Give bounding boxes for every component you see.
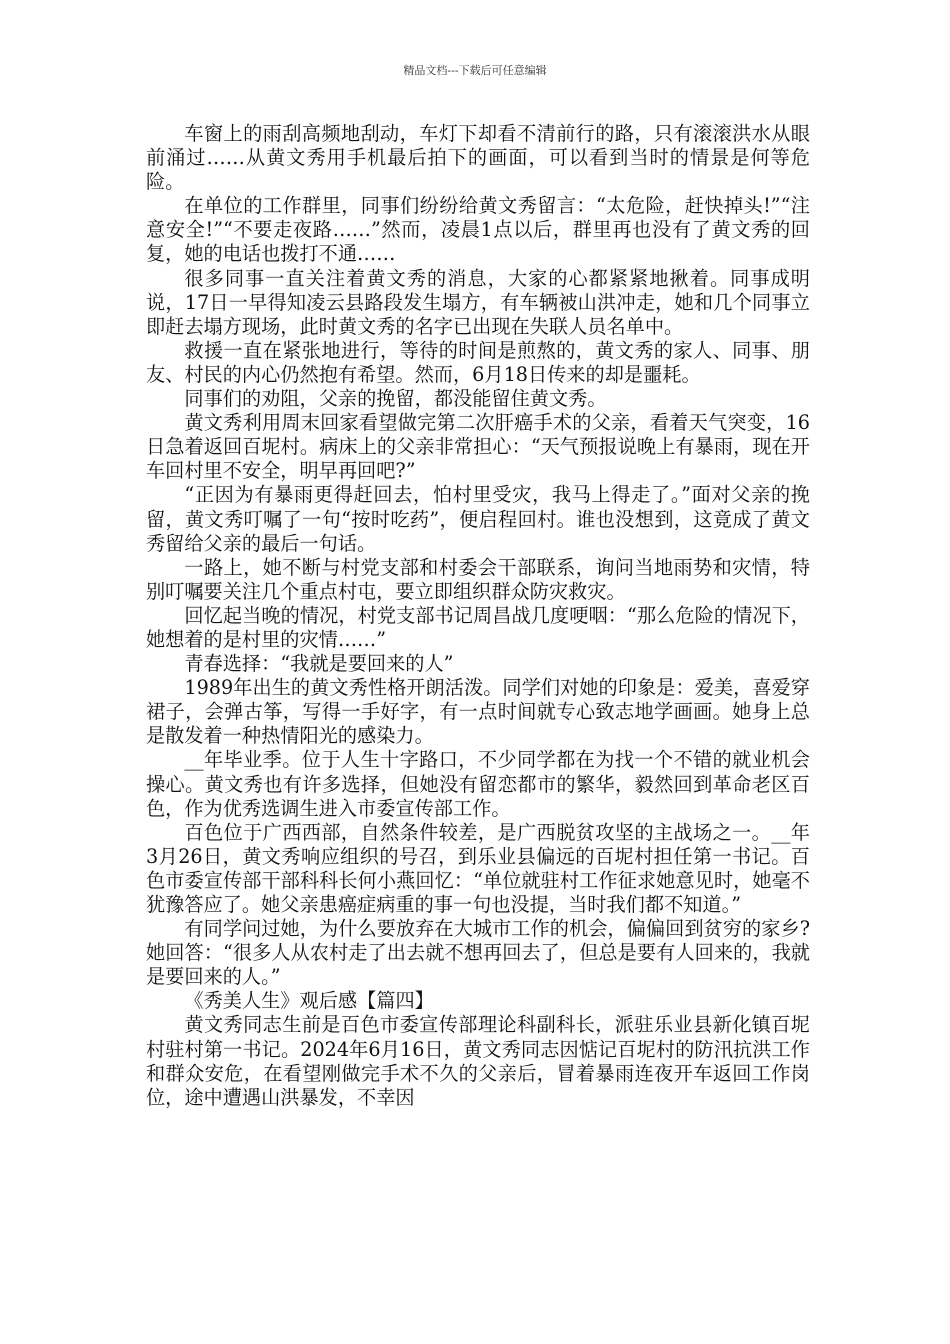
paragraph: “正因为有暴雨更得赶回去，怕村里受灾，我马上得走了。”面对父亲的挽留，黄文秀叮嘱了一句“按时吃药”，便启程回村。谁也没想到，这竟成了黄文秀留给父亲的最后一句话。 [146, 483, 810, 555]
document-body [146, 122, 810, 1110]
paragraph: 同事们的劝阻，父亲的挽留，都没能留住黄文秀。 [184, 387, 607, 411]
paragraph: 很多同事一直关注着黄文秀的消息，大家的心都紧紧地揪着。同事成明说，17日一早得知凌云县路段发生塌方，有车辆被山洪冲走，她和几个同事立即赶去塌方现场，此时黄文秀的名字已出现在失联人员名单中。 [146, 266, 810, 338]
paragraph: 车窗上的雨刮高频地刮动，车灯下却看不清前行的路，只有滚滚洪水从眼前涌过……从黄文秀用手机最后拍下的画面，可以看到当时的情景是何等危险。 [146, 122, 810, 194]
section-heading: 青春选择：“我就是要回来的人” [184, 652, 454, 676]
paragraph: 黄文秀同志生前是百色市委宣传部理论科副科长，派驻乐业县新化镇百坭村驻村第一书记。2024年6月16日，黄文秀同志因惦记百坭村的防汛抗洪工作和群众安危，在看望刚做完手术不久的父亲后，冒着暴雨连夜开车返回工作岗位，途中遭遇山洪暴发，不幸因 [146, 1013, 810, 1109]
paragraph: 在单位的工作群里，同事们纷纷给黄文秀留言：“太危险，赶快掉头!”“注意安全!”“不要走夜路……”然而，凌晨1点以后，群里再也没有了黄文秀的回复，她的电话也拨打不通…… [146, 194, 810, 266]
paragraph: 1989年出生的黄文秀性格开朗活泼。同学们对她的印象是：爱美，喜爱穿裙子，会弹古筝，写得一手好字，有一点时间就专心致志地学画画。她身上总是散发着一种热情阳光的感染力。 [146, 676, 810, 748]
paragraph: 黄文秀利用周末回家看望做完第二次肝癌手术的父亲，看着天气突变，16日急着返回百坭村。病床上的父亲非常担心：“天气预报说晚上有暴雨，现在开车回村里不安全，明早再回吧?” [146, 411, 810, 483]
paragraph: 回忆起当晚的情况，村党支部书记周昌战几度哽咽：“那么危险的情况下，她想着的是村里的灾情……” [146, 603, 810, 651]
paragraph: 有同学问过她，为什么要放弃在大城市工作的机会，偏偏回到贫穷的家乡?她回答：“很多人从农村走了出去就不想再回去了，但总是要有人回来的，我就是要回来的人。” [146, 917, 810, 989]
section-heading: 《秀美人生》观后感【篇四】 [184, 989, 434, 1013]
page-header: 精品文档---下载后可任意编辑 [403, 64, 547, 77]
paragraph: 救援一直在紧张地进行，等待的时间是煎熬的，黄文秀的家人、同事、朋友、村民的内心仍然抱有希望。然而，6月18日传来的却是噩耗。 [146, 338, 810, 386]
paragraph: __年毕业季。位于人生十字路口，不少同学都在为找一个不错的就业机会操心。黄文秀也有许多选择，但她没有留恋都市的繁华，毅然回到革命老区百色，作为优秀选调生进入市委宣传部工作。 [146, 748, 810, 820]
paragraph: 百色位于广西西部，自然条件较差，是广西脱贫攻坚的主战场之一。__年3月26日，黄文秀响应组织的号召，到乐业县偏远的百坭村担任第一书记。百色市委宣传部干部科科长何小燕回忆：“单位就驻村工作征求她意见时，她毫不犹豫答应了。她父亲患癌症病重的事一句也没提，当时我们都不知道。” [146, 820, 810, 916]
paragraph: 一路上，她不断与村党支部和村委会干部联系，询问当地雨势和灾情，特别叮嘱要关注几个重点村屯，要立即组织群众防灾救灾。 [146, 555, 810, 603]
